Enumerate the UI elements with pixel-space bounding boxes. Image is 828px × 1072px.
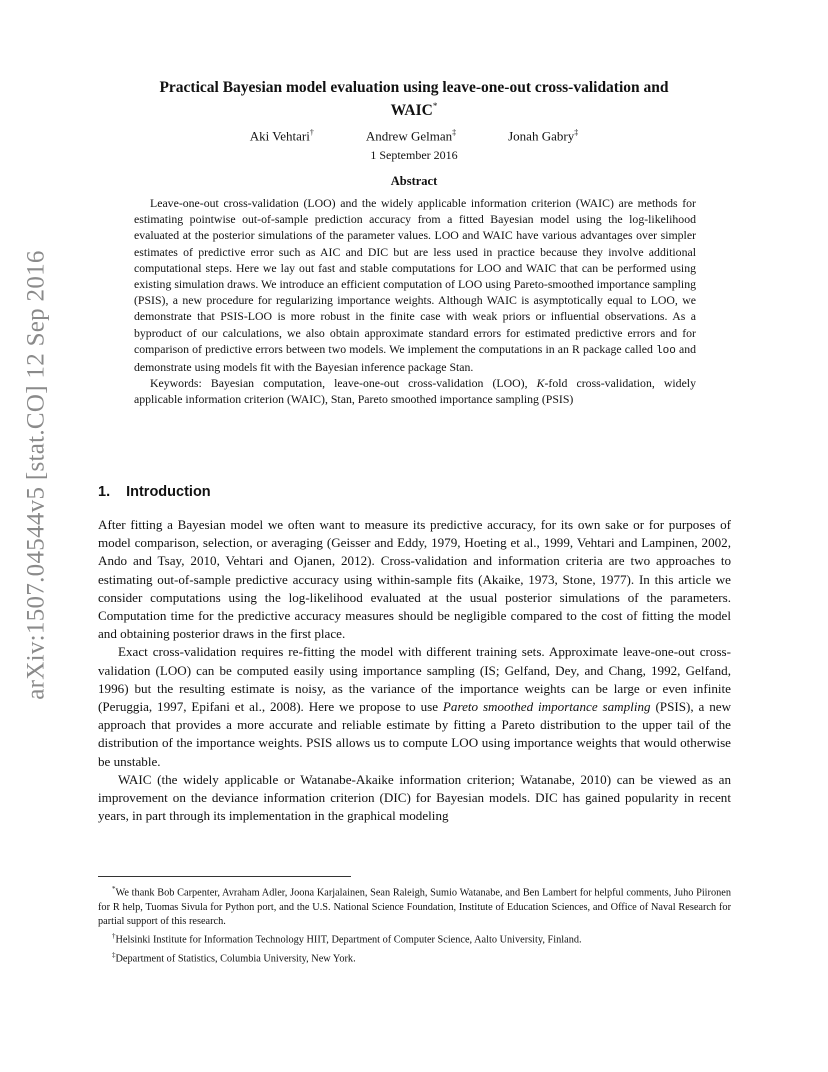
arxiv-identifier: arXiv:1507.04544v5 [stat.CO] 12 Sep 2016 [23,250,50,700]
author-affiliation-mark: ‡ [452,128,457,137]
keywords-text: Keywords: Bayesian computation, leave-one-out cross-validation (LOO), [150,376,528,391]
body-paragraph: WAIC (the widely applicable or Watanabe-Akaike information criterion; Watanabe, 2010) can be viewed as an improvement on the deviance information criterion (DIC) for Bayesian models. DIC has gained popularity in recent years, in part through its implementation in the graphical modeling [98,771,731,824]
keywords-k-symbol: K [536,376,545,391]
publication-date: 1 September 2016 [370,148,458,162]
author [508,128,578,144]
body-paragraph [98,643,731,770]
section-heading [98,484,211,500]
footnote [98,948,731,967]
footnote-text: We thank Bob Carpenter, Avraham Adler, Joona Karjalainen, Sean Raleigh, Sumio Watanabe, and Ben Lambert for helpful comments, Juho Piironen for R help, Tuomas Sivula for Python port, and the U.S. National Science Foundation, Institute of Education Sciences, and Office of Naval Research for partial support of this research. [98,887,731,927]
body-paragraph: After fitting a Bayesian model we often want to measure its predictive accuracy, for its own sake or for purposes of model comparison, selection, or averaging (Geisser and Eddy, 1979, Hoeting et al., 1999, Vehtari and Lampinen, 2002, Ando and Tsay, 2010, Vehtari and Ojanen, 2012). Cross-validation and information criteria are two approaches to estimating out-of-sample predictive accuracy using within-sample fits (Akaike, 1973, Stone, 1977). In this article we consider computations using the log-likelihood evaluated at the usual posterior simulations of the parameters. Computation time for the predictive accuracy measures should be negligible compared to the cost of fitting the model and obtaining posterior draws in the first place. [98,517,731,642]
emphasis-text: Pareto smoothed importance sampling [442,699,651,715]
abstract-text-end: and demonstrate using models fit with the Bayesian inference package Stan. [134,341,697,375]
paper-title [98,78,730,120]
abstract-text: Leave-one-out cross-validation (LOO) and the widely applicable information criterion (WAIC) are methods for estimating pointwise out-of-sample prediction accuracy from a fitted Bayesian model using the log-likelihood evaluated at the posterior simulations of the parameter values. LOO and WAIC have various advantages over simpler estimates of predictive error such as AIC and DIC but are less used in practice because they involve additional computational steps. Here we lay out fast and stable computations for LOO and WAIC that can be performed using existing simulation draws. We introduce an efficient computation of LOO using Pareto-smoothed importance sampling (PSIS), a new procedure for regularizing importance weights. Although WAIC is asymptotically equal to LOO, we demonstrate that PSIS-LOO is more robust in the finite case with weak priors or influential observations. As a byproduct of our calculations, we also obtain approximate standard errors for estimated predictive errors and for comparison of predictive errors between two models. We implement the computations in an R package called [134,196,696,356]
footnote-text: Helsinki Institute for Information Technology HIIT, Department of Computer Science, Aalto University, Finland. [115,934,582,946]
author [250,128,314,144]
title-line-2: WAIC [390,102,433,120]
footnote-text: Department of Statistics, Columbia University, New York. [115,953,356,965]
body-text: Exact cross-validation requires re-fitting the model with different training sets. Approximate leave-one-out cross-validation (LOO) can be computed easily using importance sampling (IS; Gelfand, Dey, and Chang, 1992, Gelfand, 1996) but the resulting estimate is noisy, as the variance of the importance weights can be large or even infinite (Peruggia, 1997, Epifani et al., 2008). Here we propose to use [98,644,731,715]
author-name: Jonah Gabry [508,128,575,144]
abstract-body [134,195,696,408]
footnote [98,882,731,929]
footnote-divider [98,876,351,877]
arxiv-sidebar-stamp [18,250,56,700]
main-body [98,516,731,825]
author-affiliation-mark: ‡ [574,128,579,137]
title-footnote-mark: * [432,101,438,111]
author-list [98,128,730,144]
abstract-paragraph [134,195,696,375]
title-line-1: Practical Bayesian model evaluation using leave-one-out cross-validation and [159,79,669,96]
package-name-code: loo [656,344,676,357]
abstract-heading: Abstract [390,174,438,188]
author [366,128,456,144]
footnote-mark: ‡ [112,950,116,959]
footnotes [98,882,731,966]
author-name: Andrew Gelman [365,128,453,144]
section-number: 1. [98,484,111,500]
footnote-mark: * [112,885,116,893]
section-title: Introduction [126,484,211,500]
keywords [134,375,696,407]
footnote [98,929,731,948]
footnote-mark: † [112,932,116,941]
author-name: Aki Vehtari [249,128,310,144]
keywords-text-end: -fold cross-validation, widely applicable information criterion (WAIC), Stan, Pareto smoothed importance sampling (PSIS) [134,376,696,407]
body-text: (PSIS), a new approach that provides a more accurate and reliable estimate by fitting a Pareto distribution to the upper tail of the distribution of the importance weights. PSIS allows us to compute LOO using importance weights that would otherwise be unstable. [98,699,732,769]
author-affiliation-mark: † [309,128,314,137]
